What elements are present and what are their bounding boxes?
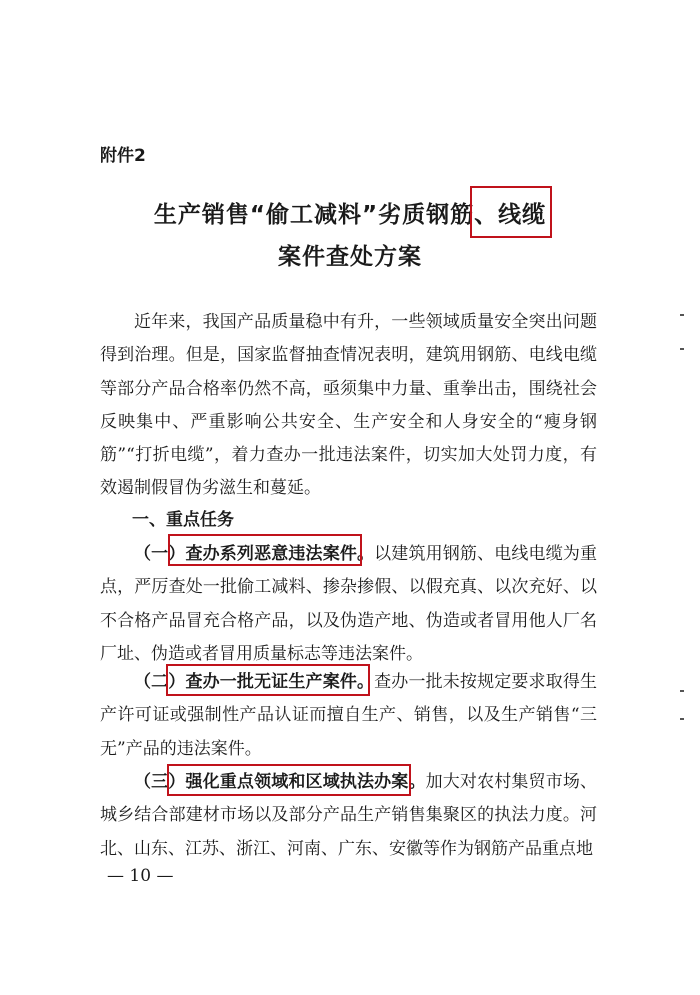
scan-mark [680, 314, 684, 316]
highlight-box-item-1 [168, 534, 362, 566]
attachment-label: 附件2 [100, 146, 146, 166]
scan-mark [680, 348, 684, 350]
scan-mark [680, 718, 684, 720]
task-item-3-label: （三）强化重点领域和区域执法办案。 [134, 772, 426, 792]
task-item-1-label: （一）查办系列恶意违法案件。 [134, 544, 375, 564]
scan-mark [680, 690, 684, 692]
highlight-box-title [470, 186, 552, 238]
intro-paragraph: 近年来，我国产品质量稳中有升，一些领域质量安全突出问题得到治理。但是，国家监督抽查情况表明，建筑用钢筋、电线电缆等部分产品合格率仍然不高，亟须集中力量、重拳出击，围绕社会反映集中、严重影响公共安全、生产安全和人身安全的“瘦身钢筋”“打折电缆”，着力查办一批违法案件，切实加大处罚力度，有效遏制假冒伪劣滋生和蔓延。 [100, 312, 597, 499]
title-line-2: 案件查处方案 [278, 244, 422, 270]
task-item-2-label: （二）查办一批无证生产案件。 [134, 672, 375, 692]
section-heading-key-tasks: 一、重点任务 [132, 510, 234, 530]
highlight-box-item-2 [166, 664, 370, 696]
task-item-2-text: 查办一批未按规定要求取得生产许可证或强制性产品认证而擅自生产、销售，以及生产销售“三无”产品的违法案件。 [100, 672, 598, 759]
title-line-1: 生产销售“偷工减料”劣质钢筋、线缆 [153, 202, 547, 228]
page-number: — 10 — [107, 866, 174, 886]
highlight-box-item-3 [167, 764, 411, 796]
task-item-1-text: 以建筑用钢筋、电线电缆为重点，严厉查处一批偷工减料、掺杂掺假、以假充真、以次充好、以不合格产品冒充合格产品，以及伪造产地、伪造或者冒用他人厂名厂址、伪造或者冒用质量标志等违法案件。 [100, 544, 598, 664]
task-item-3-text: 加大对农村集贸市场、城乡结合部建材市场以及部分产品生产销售集聚区的执法力度。河北、山东、江苏、浙江、河南、广东、安徽等作为钢筋产品重点地 [100, 772, 598, 859]
